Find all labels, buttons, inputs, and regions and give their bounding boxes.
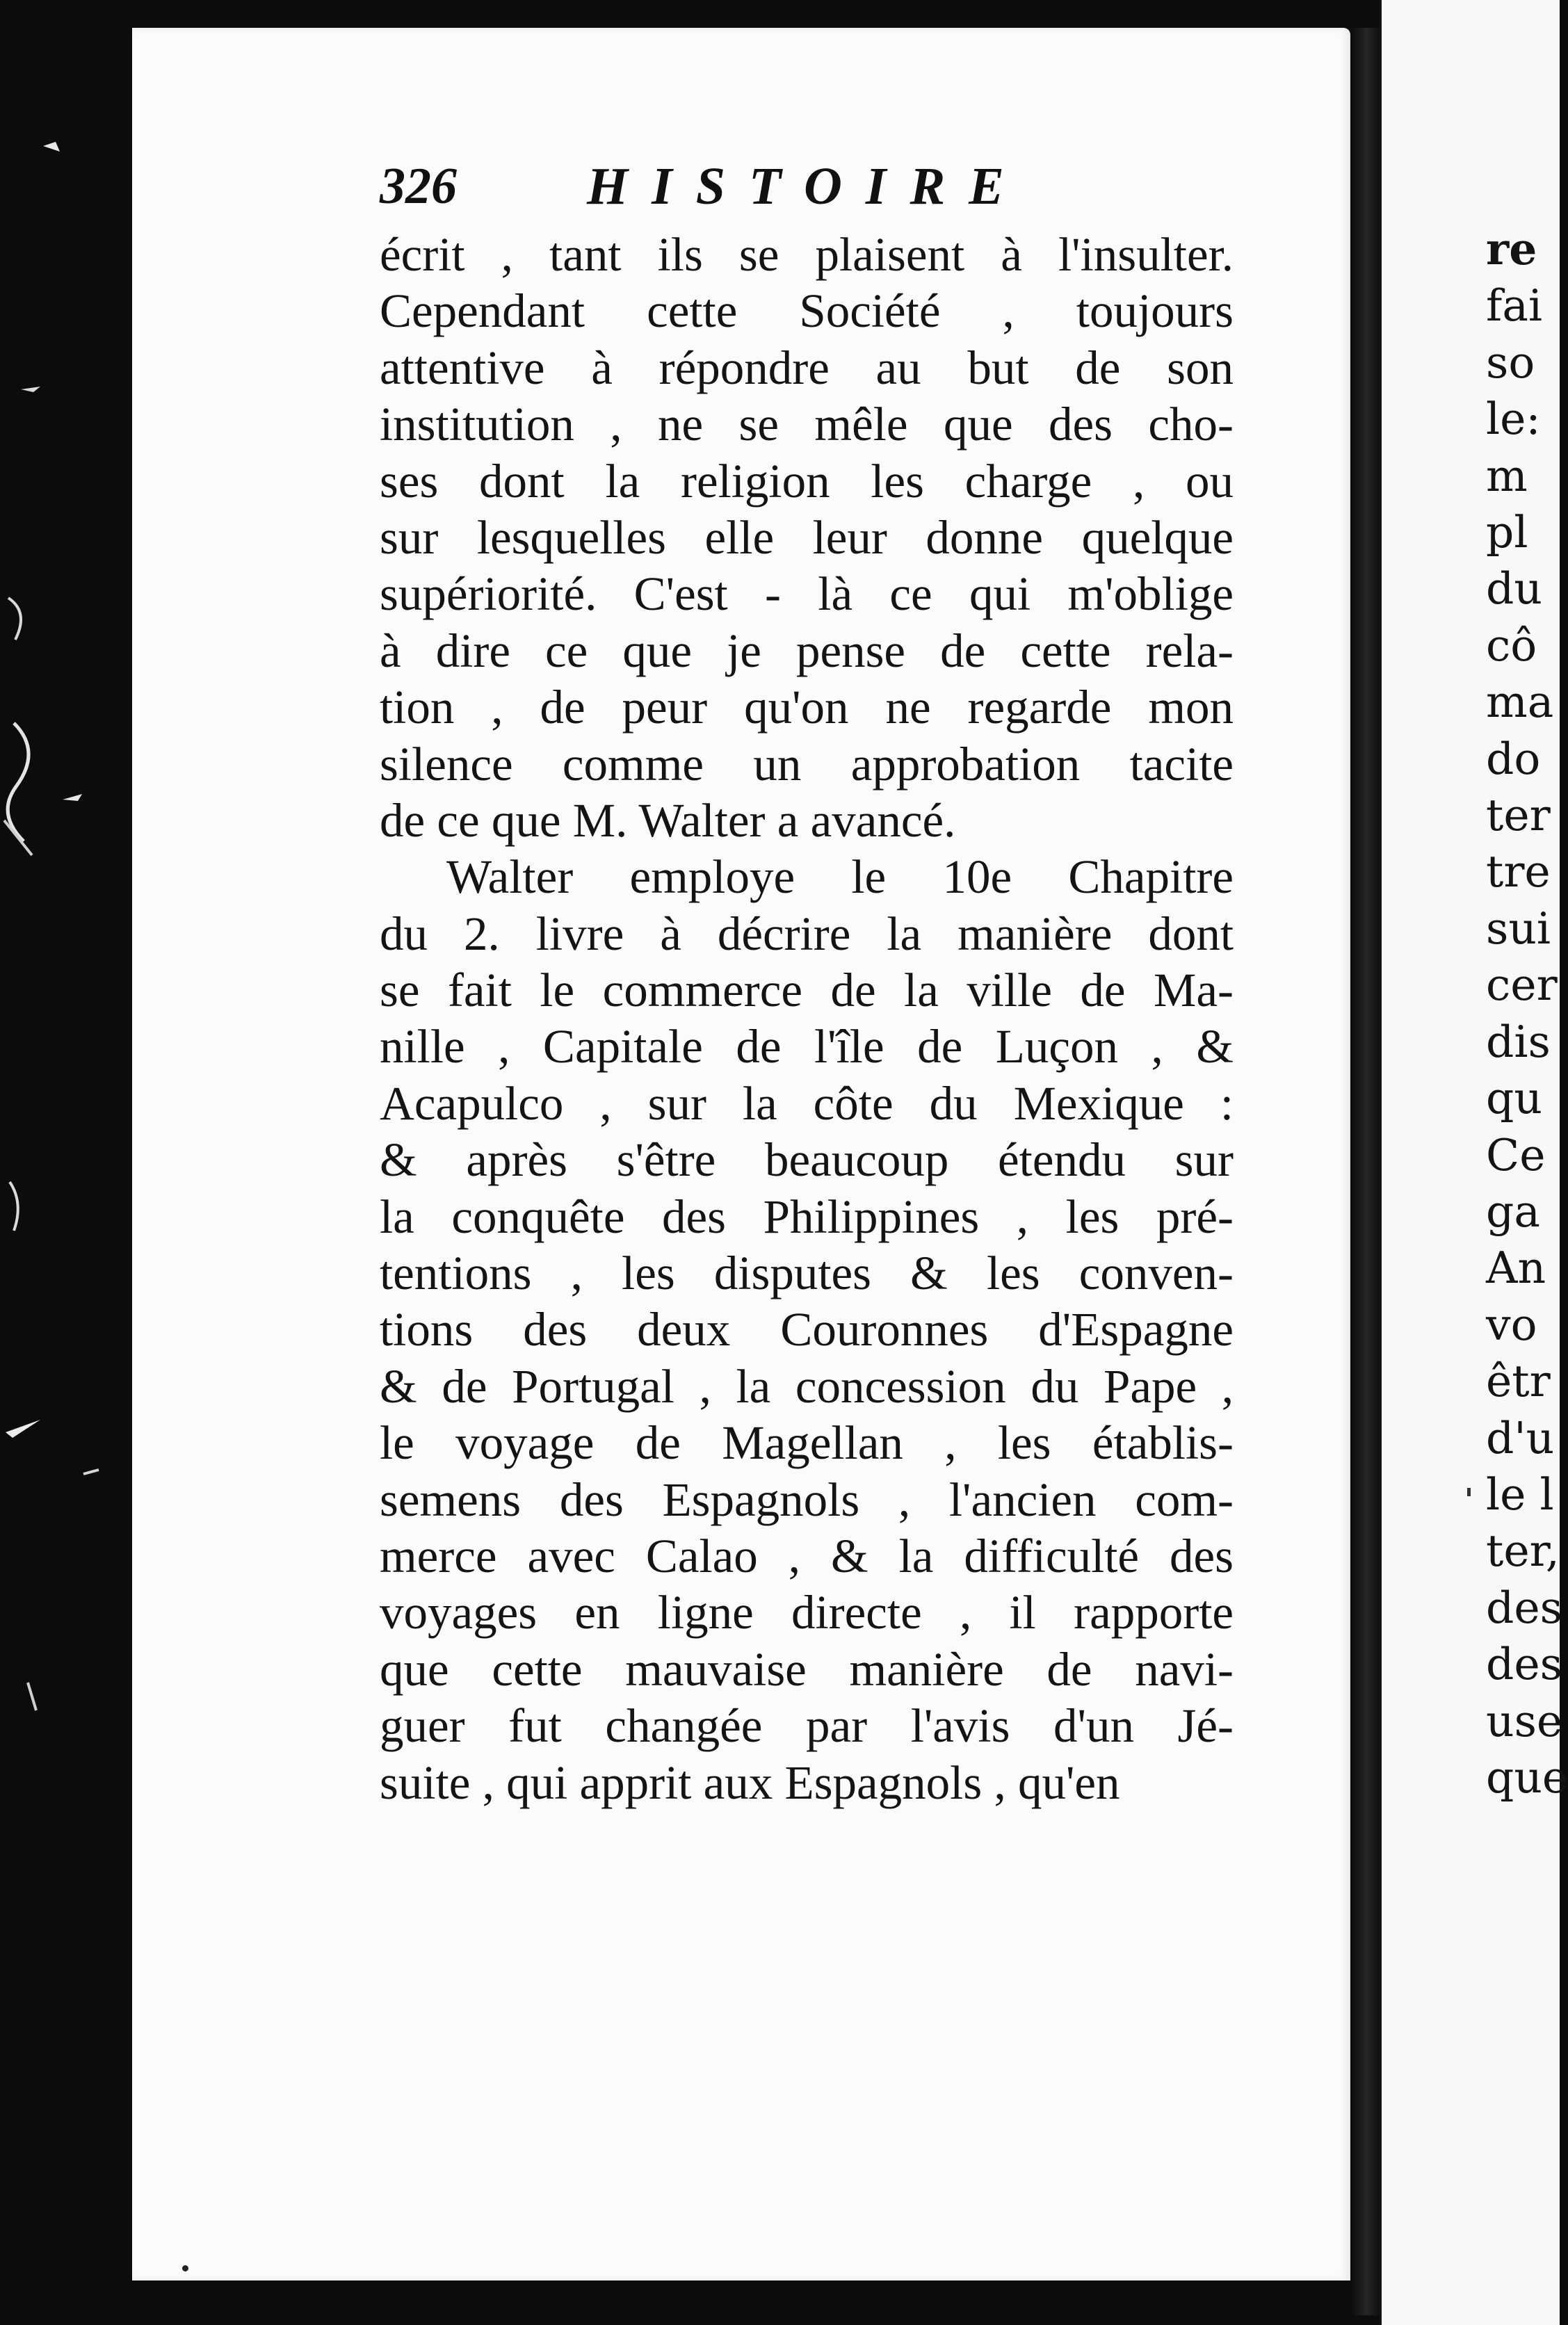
facing-page-fragment: so bbox=[1486, 337, 1535, 388]
facing-page-fragment: des bbox=[1486, 1639, 1562, 1690]
facing-page-fragment: ga bbox=[1486, 1185, 1540, 1237]
page-header bbox=[380, 154, 1075, 218]
text-line: tions des deux Couronnes d'Espagne bbox=[380, 1303, 1234, 1356]
running-title: HISTOIRE bbox=[587, 157, 1028, 216]
text-line: merce avec Calao , & la difficulté des bbox=[380, 1529, 1234, 1582]
facing-page-fragment: ma bbox=[1486, 677, 1554, 728]
facing-page-fragment: tre bbox=[1486, 846, 1551, 898]
facing-page-fragment: cô bbox=[1486, 619, 1537, 671]
text-line: sur lesquelles elle leur donne quelque bbox=[380, 510, 1234, 564]
facing-page-edge bbox=[1380, 0, 1568, 2325]
page-body-text bbox=[380, 227, 1234, 1811]
facing-page-fragment: Ce bbox=[1486, 1129, 1546, 1181]
text-line: le voyage de Magellan , les établis- bbox=[380, 1416, 1234, 1470]
text-line: de ce que M. Walter a avancé. bbox=[380, 793, 956, 847]
facing-page-fragment: dis bbox=[1486, 1016, 1551, 1067]
facing-page-fragment: cer bbox=[1486, 959, 1558, 1011]
facing-page-fragment: des bbox=[1486, 1582, 1562, 1633]
facing-page-fragment: d'u bbox=[1486, 1412, 1555, 1464]
facing-page-fragment: An bbox=[1486, 1242, 1546, 1294]
text-line: voyages en ligne directe , il rapporte bbox=[380, 1586, 1234, 1639]
text-line: silence comme un approbation tacite bbox=[380, 737, 1234, 791]
facing-page-fragment: êtr bbox=[1486, 1356, 1551, 1407]
book-gutter bbox=[1350, 28, 1380, 2315]
text-line: supériorité. C'est - là ce qui m'oblige bbox=[380, 567, 1234, 621]
text-line: guer fut changée par l'avis d'un Jé- bbox=[380, 1699, 1234, 1753]
text-line: tentions , les disputes & les conven- bbox=[380, 1247, 1234, 1300]
text-line: à dire ce que je pense de cette rela- bbox=[380, 624, 1234, 677]
facing-page-fragment: ter, bbox=[1486, 1525, 1560, 1577]
text-line: que cette mauvaise manière de navi- bbox=[380, 1642, 1234, 1696]
text-line: tion , de peur qu'on ne regarde mon bbox=[380, 681, 1234, 734]
text-line: semens des Espagnols , l'ancien com- bbox=[380, 1473, 1234, 1526]
text-line: écrit , tant ils se plaisent à l'insulter. bbox=[380, 228, 1234, 281]
text-line: suite , qui apprit aux Espagnols , qu'en bbox=[380, 1756, 1120, 1809]
facing-page-fragment: pl bbox=[1486, 507, 1528, 558]
text-line: & de Portugal , la concession du Pape , bbox=[380, 1359, 1234, 1413]
page-speck bbox=[182, 2265, 188, 2271]
facing-page-fragment: vo bbox=[1486, 1299, 1537, 1350]
facing-page-fragment: le: bbox=[1486, 394, 1541, 445]
text-line: nille , Capitale de l'île de Luçon , & bbox=[380, 1020, 1234, 1074]
text-line: ses dont la religion les charge , ou bbox=[380, 454, 1234, 508]
text-line: du 2. livre à décrire la manière dont bbox=[380, 907, 1234, 960]
facing-page-fragment: que bbox=[1486, 1751, 1568, 1803]
text-line: Cependant cette Société , toujours bbox=[380, 284, 1234, 338]
text-line: Acapulco , sur la côte du Mexique : bbox=[380, 1076, 1234, 1130]
page-speck bbox=[1467, 1488, 1471, 1496]
facing-page-fragment: du bbox=[1486, 563, 1542, 615]
text-line: attentive à répondre au but de son bbox=[380, 341, 1234, 394]
facing-page-fragment: sui bbox=[1486, 902, 1551, 954]
text-line: & après s'être beaucoup étendu sur bbox=[380, 1133, 1234, 1187]
facing-page-fragment: do bbox=[1486, 733, 1541, 784]
text-line: institution , ne se mêle que des cho- bbox=[380, 398, 1234, 451]
text-line: la conquête des Philippines , les pré- bbox=[380, 1190, 1234, 1243]
facing-page-fragment: qu bbox=[1486, 1073, 1542, 1124]
page-number: 326 bbox=[380, 158, 457, 215]
facing-page-fragment: ter bbox=[1486, 790, 1551, 841]
scan-edge-noise bbox=[0, 0, 139, 2325]
text-line: se fait le commerce de la ville de Ma- bbox=[380, 964, 1234, 1017]
facing-page-fragment: le l bbox=[1486, 1468, 1554, 1520]
facing-page-line-fragments bbox=[1486, 221, 1568, 1806]
facing-page-fragment: fai bbox=[1486, 280, 1543, 332]
facing-page-fragment: use bbox=[1486, 1695, 1563, 1747]
facing-page-fragment: m bbox=[1486, 450, 1528, 501]
text-line: Walter employe le 10e Chapitre bbox=[446, 850, 1234, 904]
facing-page-fragment: re bbox=[1486, 223, 1537, 275]
